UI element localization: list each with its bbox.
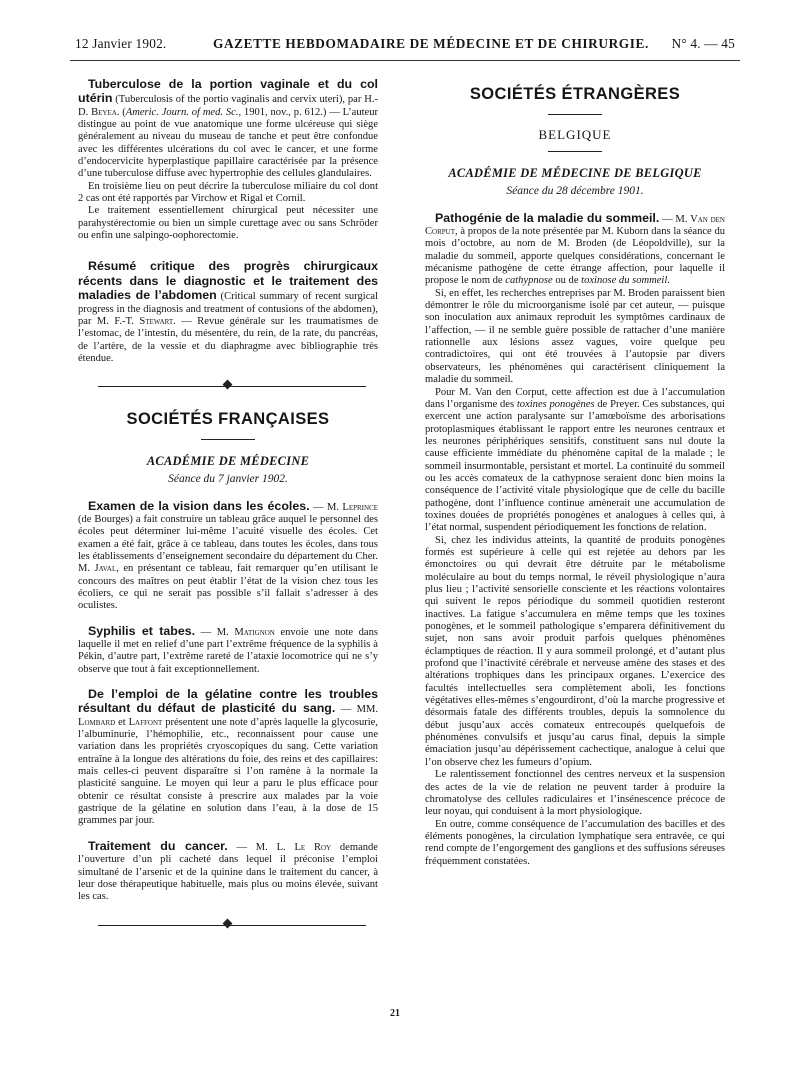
article-title: Syphilis et tabes. — [88, 623, 196, 638]
article-sommeil — [425, 212, 725, 868]
article-paragraph — [78, 625, 378, 676]
article-text: . — [667, 275, 670, 287]
section-divider — [78, 379, 378, 393]
term: cathypnose — [505, 275, 553, 287]
article-text: (de Bourges) a fait construire un tableau grâce auquel le personnel des écoles peut déterminer lui-même l’acuité visuelle des écoles. Cet examen a été fait, grâce à ce tableau, dans toutes les écoles, dans tous les établissements d’enseignement secondaire du département du Cher. M. — [78, 513, 378, 575]
article-text: demande l’ouverture d’un pli cacheté dans lequel il préconise l’emploi simultané de l’arsenic et de la quinine dans le traitement du cancer, à leur dose thérapeutique habituelle, mais plus ou moins élevée, suivant les cas. — [78, 841, 378, 903]
short-rule — [548, 114, 602, 115]
journal-reference: Americ. Journ. of med. Sc. — [125, 106, 239, 118]
article-text: Pour M. Van den Corput, cette affection est due à l’accumulation dans l’organisme des — [425, 386, 725, 410]
header-issue-page: N° 4. — 45 — [671, 36, 735, 51]
country-title: BELGIQUE — [538, 127, 612, 142]
article-text: présentent une note d’après laquelle la glycosurie, l’albuminurie, l’hémophilie, etc., reconnaissent pour cause une variation dans les propriétés cryoscopiques du sang. Cette variation entraîne à la longue des altérations du foie, des reins et des capillaires: mais celles-ci peuvent disparaître si l’on ramène à la normale la plasticité sanguine. Le moyen qui leur a paru le plus efficace pour obtenir ce résultat consiste à prescrire aux malades par la voie gastrique de la gélatine en solution dans l’eau, à la dose de 15 grammes par jour. — [78, 716, 378, 827]
author-name: Le Roy — [294, 841, 332, 853]
article-paragraph — [78, 688, 378, 828]
header-date: 12 Janvier 1902. — [75, 36, 167, 51]
author-name: Lombard — [78, 716, 116, 728]
article-text: de Preyer. Ces substances, qui exercent une action paralysante sur l’amœboïsme des arborisations protoplasmiques établissant le rapport entre les neurones centraux et les neurones périphériques sensitifs, constituent sans nul doute la cause efficiente immédiate du phénomène capital de la malade ; le sommeil insurmontable, persistant et mortel. La continuité du sommeil ou les accès comateux de la cathypnose seraient donc bien moins la conséquence de l’activité vitale physiologique que de celle du bacille pathogène, dont l’influence continue amènerait une accumulation de toxines douées de propriétés ponogènes et analogues à celles qui, à l’état normal, suspendent périodiquement les fonctions de relation. — [425, 398, 725, 534]
left-column — [78, 78, 378, 948]
running-header — [75, 36, 735, 54]
divider-line — [98, 386, 366, 387]
article-text: — M. — [195, 626, 235, 638]
divider-diamond-icon — [223, 380, 233, 390]
article-paragraph: Le traitement essentiellement chirurgical peut nécessiter une parahystérectomie ou bien un simple curettage avec ou sans Schröder ou enfin une salpingo-oophorectomie. — [78, 205, 378, 242]
article-text: envoie une note dans laquelle il met en relief d’une part l’extrême fréquence de la syphilis à Pékin, d’autre part, l’extrême rareté de l’ataxie locomotrice qui ne s’y observe que tout à fait exceptionnellement. — [78, 626, 378, 675]
article-text: , à propos de la note présentée par M. Kuborn dans la séance du mois d’octobre, au nom de M. Broden (de Léopoldville), sur la maladie du sommeil, apporte quelques considérations, concernant le mécanisme pathogène de cette étrange affection, pour laquelle il propose le nom de — [425, 226, 725, 287]
article-syphilis — [78, 625, 378, 676]
article-title: Examen de la vision dans les écoles. — [88, 498, 310, 513]
author-name: Javal — [94, 563, 117, 575]
article-tuberculose — [78, 78, 378, 242]
article-text: . ( — [116, 106, 126, 118]
page-folio: 21 — [390, 1008, 400, 1019]
section-divider — [78, 918, 378, 932]
divider-diamond-icon — [223, 918, 233, 928]
article-text: — M. — [659, 213, 691, 225]
session-date-value: 7 janvier 1902. — [217, 473, 288, 486]
article-cancer — [78, 840, 378, 904]
header-journal-title: GAZETTE HEBDOMADAIRE DE MÉDECINE ET DE CHIRURGIE. — [213, 36, 649, 51]
session-date-value: 28 décembre 1901. — [556, 185, 644, 198]
article-text: — M. — [309, 501, 343, 513]
article-paragraph: Si, chez les individus atteints, la quantité de produits ponogènes formés est supérieure à celle qui est rejetée au dehors par les émonctoires ou qui devrait être détruite par le métabolisme moléculaire au bout du temps normal, le réveil physiologique n’aura plus lieu ; l’activité sensorielle consciente et les réactions volontaires qui suivent le repos périodique du sommeil quotidien resteront inactives. La fatigue s’accumulera en même temps que les toxines ponogènes, et le sommeil pathologique s’emparera définitivement du sujet, non sans avoir produit parfois quelques phénomènes éclamptiques de réaction. Il y aura sommeil prolongé, et d’autant plus profond que l’inactivité cérébrale et nerveuse amène des stases et des altérations trophiques dans les principaux organes. L’exercice des facultés intellectuelles sera complètement aboli, les fonctions végétatives elles-mêmes s’engourdiront, d’où la marche progressive et désormais fatale des différents troubles, depuis la somnolence du début jusqu’aux accès comateux entrecoupés quelquefois de phénomènes convulsifs et jusqu’au carus final, depuis la simple émaciation jusqu’au dépérissement cachectique, analogue à celui que l’on observe chez les fumeurs d’opium. — [425, 534, 725, 768]
term: toxinose du sommeil — [581, 275, 668, 287]
article-title: Tuberculose de la portion vaginale et du col utérin — [78, 77, 378, 106]
short-rule — [201, 439, 255, 440]
article-text: ou de — [552, 275, 582, 287]
article-text: (Tuberculosis of the portio vaginalis and cervix uteri), par H.-D. — [78, 94, 378, 118]
session-date — [425, 185, 725, 197]
session-label: Séance du — [506, 185, 557, 198]
article-paragraph: En troisième lieu on peut décrire la tuberculose miliaire du col dont 2 cas ont été rapportés par Virchow et Rigal et Cornil. — [78, 180, 378, 205]
author-name: Leprince — [342, 501, 378, 513]
article-text: — MM. — [335, 704, 378, 716]
spacer — [78, 242, 378, 254]
article-paragraph: En outre, comme conséquence de l’accumulation des bacilles et des éléments ponogènes, la circulation lymphatique sera entravée, ce qui rend compte de l’engorgement des ganglions et des suffusions séreuses fréquemment constatées. — [425, 818, 725, 867]
author-name: Laffont — [128, 716, 163, 728]
academy-title: ACADÉMIE DE MÉDECINE DE BELGIQUE — [448, 166, 702, 181]
article-text: , 1901, nov., p. 612.) — L’auteur distingue au point de vue anatomique une forme ulcéreuse qui siège généralement au niveau du museau de tanche et peut être confondue avec les différentes ulcérations du col avec le cancer, et une forme d’endocervicite hyperplastique papillaire caractérisée par la présence d’une tuberculose diffuse avec hypertrophie des cellules glandulaires. — [78, 106, 378, 180]
article-title: Traitement du cancer. — [88, 838, 228, 853]
article-resume — [78, 260, 378, 365]
author-name: Beyea — [91, 106, 117, 118]
article-paragraph: Le ralentissement fonctionnel des centres nerveux et la suspension des actes de la vie de relation ne peuvent tarder à produire la chromatolyse des cellules radiculaires et l’insénescence précoce de leur noyau, qui conduisent à la mort physiologique. — [425, 769, 725, 818]
academy-title: ACADÉMIE DE MÉDECINE — [146, 454, 310, 469]
article-paragraph — [425, 212, 725, 288]
article-title: Pathogénie de la maladie du sommeil. — [435, 210, 660, 225]
author-name: Stewart — [139, 315, 174, 327]
article-paragraph — [78, 840, 378, 904]
article-paragraph: Si, en effet, les recherches entreprises par M. Broden paraissent bien démontrer le rôle du microorganisme isolé par cet auteur, — puisque son inoculation aux animaux reproduit les symptômes cardinaux de l’affection, — il ne semble guère possible de rattacher d’une manière rationnelle aux lésions assez vagues, voire quelque peu contradictoires, qui ont été trouvées à l’autopsie par divers observateurs, les phénomènes qui caractérisent cliniquement la maladie du sommeil. — [425, 287, 725, 386]
article-paragraph — [78, 500, 378, 613]
article-gelatine — [78, 688, 378, 828]
article-text: — M. L. — [227, 841, 295, 853]
article-text: . — Revue générale sur les traumatismes de l’estomac, de l’intestin, du mésentère, du rein, de la rate, du pancréas, de l’artère, de la vessie et du diaphragme avec bibliographie très étendue. — [78, 315, 378, 364]
article-text: et — [115, 716, 129, 728]
article-text: , en présentant ce tableau, fait remarquer qu’en utilisant le concours des maîtres on peut établir l’état de la vision chez tous les écoliers, ce qui ne serait pas possible s’il fallait s’adresser à des oculistes. — [78, 563, 378, 612]
article-paragraph — [78, 260, 378, 365]
author-name: Van den Corput — [425, 213, 725, 238]
header-rule — [70, 60, 740, 61]
section-title: SOCIÉTÉS FRANÇAISES — [126, 410, 330, 429]
session-date — [78, 473, 378, 485]
article-paragraph — [425, 387, 725, 535]
section-title: SOCIÉTÉS ÉTRANGÈRES — [469, 85, 681, 103]
article-title: De l’emploi de la gélatine contre les troubles résultant du défaut de plasticité du sang. — [78, 687, 378, 716]
author-name: Matignon — [234, 626, 275, 638]
article-paragraph — [78, 78, 378, 181]
session-label: Séance du — [168, 473, 218, 486]
right-column — [425, 78, 725, 868]
article-text: (Critical summary of recent surgical progress in the diagnosis and treatment of contusions of the abdomen), par M. F.-T. — [78, 291, 379, 327]
term: toxines ponogènes — [516, 398, 595, 410]
short-rule — [548, 151, 602, 152]
article-title: Résumé critique des progrès chirurgicaux récents dans le diagnostic et le traitement des maladies de l’abdomen — [78, 259, 378, 303]
article-vision — [78, 500, 378, 613]
divider-line — [98, 925, 366, 926]
